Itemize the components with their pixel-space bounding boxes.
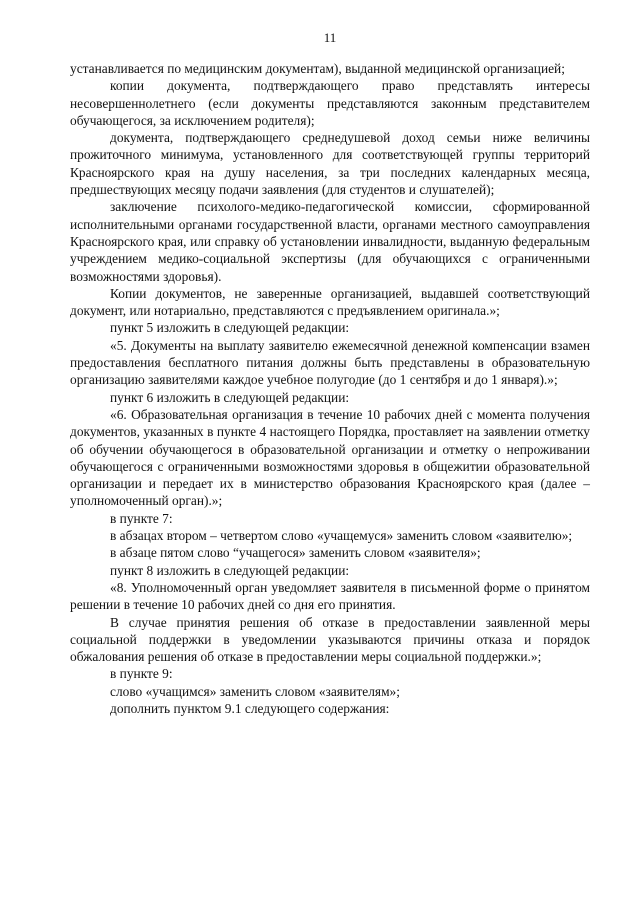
- page-number: 11: [323, 30, 337, 45]
- paragraph-item6-intro: пункт 6 изложить в следующей редакции:: [110, 389, 350, 405]
- paragraph-income-docs: документа, подтверждающего среднедушевой доход семьи ниже величины прожиточного минимума, установленного для соответствующей группы территорий Красноярского края на душу населения, за три последних календарных месяца, предшествующих месяцу подачи заявления (для студентов и слушателей);: [70, 130, 590, 198]
- paragraph-item9-1-intro: дополнить пунктом 9.1 следующего содержания:: [110, 700, 390, 716]
- paragraph-guardian-docs: копии документа, подтверждающего право представлять интересы несовершеннолетнего (если документы представляются законным представителем обучающегося, за исключением родителя);: [70, 78, 590, 128]
- paragraph-refusal: В случае принятия решения об отказе в предоставлении заявленной меры социальной поддержки в уведомлении указываются причины отказа и порядок обжалования решения об отказе в предоставлении меры социальной поддержки.»;: [70, 614, 590, 665]
- paragraph-commission-conclusion: заключение психолого-медико-педагогической комиссии, сформированной исполнительными органами государственной власти, органами местного самоуправления Красноярского края, или справку об установлении инвалидности, выданную федеральным учреждением медико-социальной экспертизы (для обучающихся с ограниченными возможностями здоровья).: [70, 199, 590, 284]
- paragraph-item7-a: в абзацах втором – четвертом слово «учащемуся» заменить словом «заявителю»;: [110, 528, 573, 544]
- paragraph-item9-a: слово «учащимся» заменить словом «заявителям»;: [110, 683, 400, 699]
- paragraph-item7-b: в абзаце пятом слово “учащегося» заменить словом «заявителя»;: [110, 545, 481, 561]
- paragraph-item8-intro: пункт 8 изложить в следующей редакции:: [110, 562, 350, 578]
- paragraph-item7-intro: в пункте 7:: [110, 510, 173, 526]
- paragraph-item9-intro: в пункте 9:: [110, 666, 173, 682]
- paragraph-continuation: устанавливается по медицинским документам), выданной медицинской организацией;: [70, 61, 565, 76]
- paragraph-item8: «8. Уполномоченный орган уведомляет заявителя в письменной форме о принятом решении в течение 10 рабочих дней со дня его принятия.: [70, 579, 590, 613]
- paragraph-copies: Копии документов, не заверенные организацией, выдавшей соответствующий документ, или нотариально, представляются с предъявлением оригинала.»;: [70, 285, 590, 319]
- paragraph-item5-intro: пункт 5 изложить в следующей редакции:: [110, 320, 350, 336]
- paragraph-item6: «6. Образовательная организация в течение 10 рабочих дней с момента получения документов, указанных в пункте 4 настоящего Порядка, проставляет на заявлении отметку об обучении обучающегося в образовательной организации и отметку о непроживании обучающегося с ограниченными возможностями здоровья в общежитии образовательной организации и передает их в министерство образования Красноярского края (далее – уполномоченный орган).»;: [70, 406, 590, 509]
- paragraph-item5: «5. Документы на выплату заявителю ежемесячной денежной компенсации взамен предоставления бесплатного питания должны быть представлены в образовательную организацию заявителями каждое учебное полугодие (до 1 сентября и до 1 января).»;: [70, 337, 590, 388]
